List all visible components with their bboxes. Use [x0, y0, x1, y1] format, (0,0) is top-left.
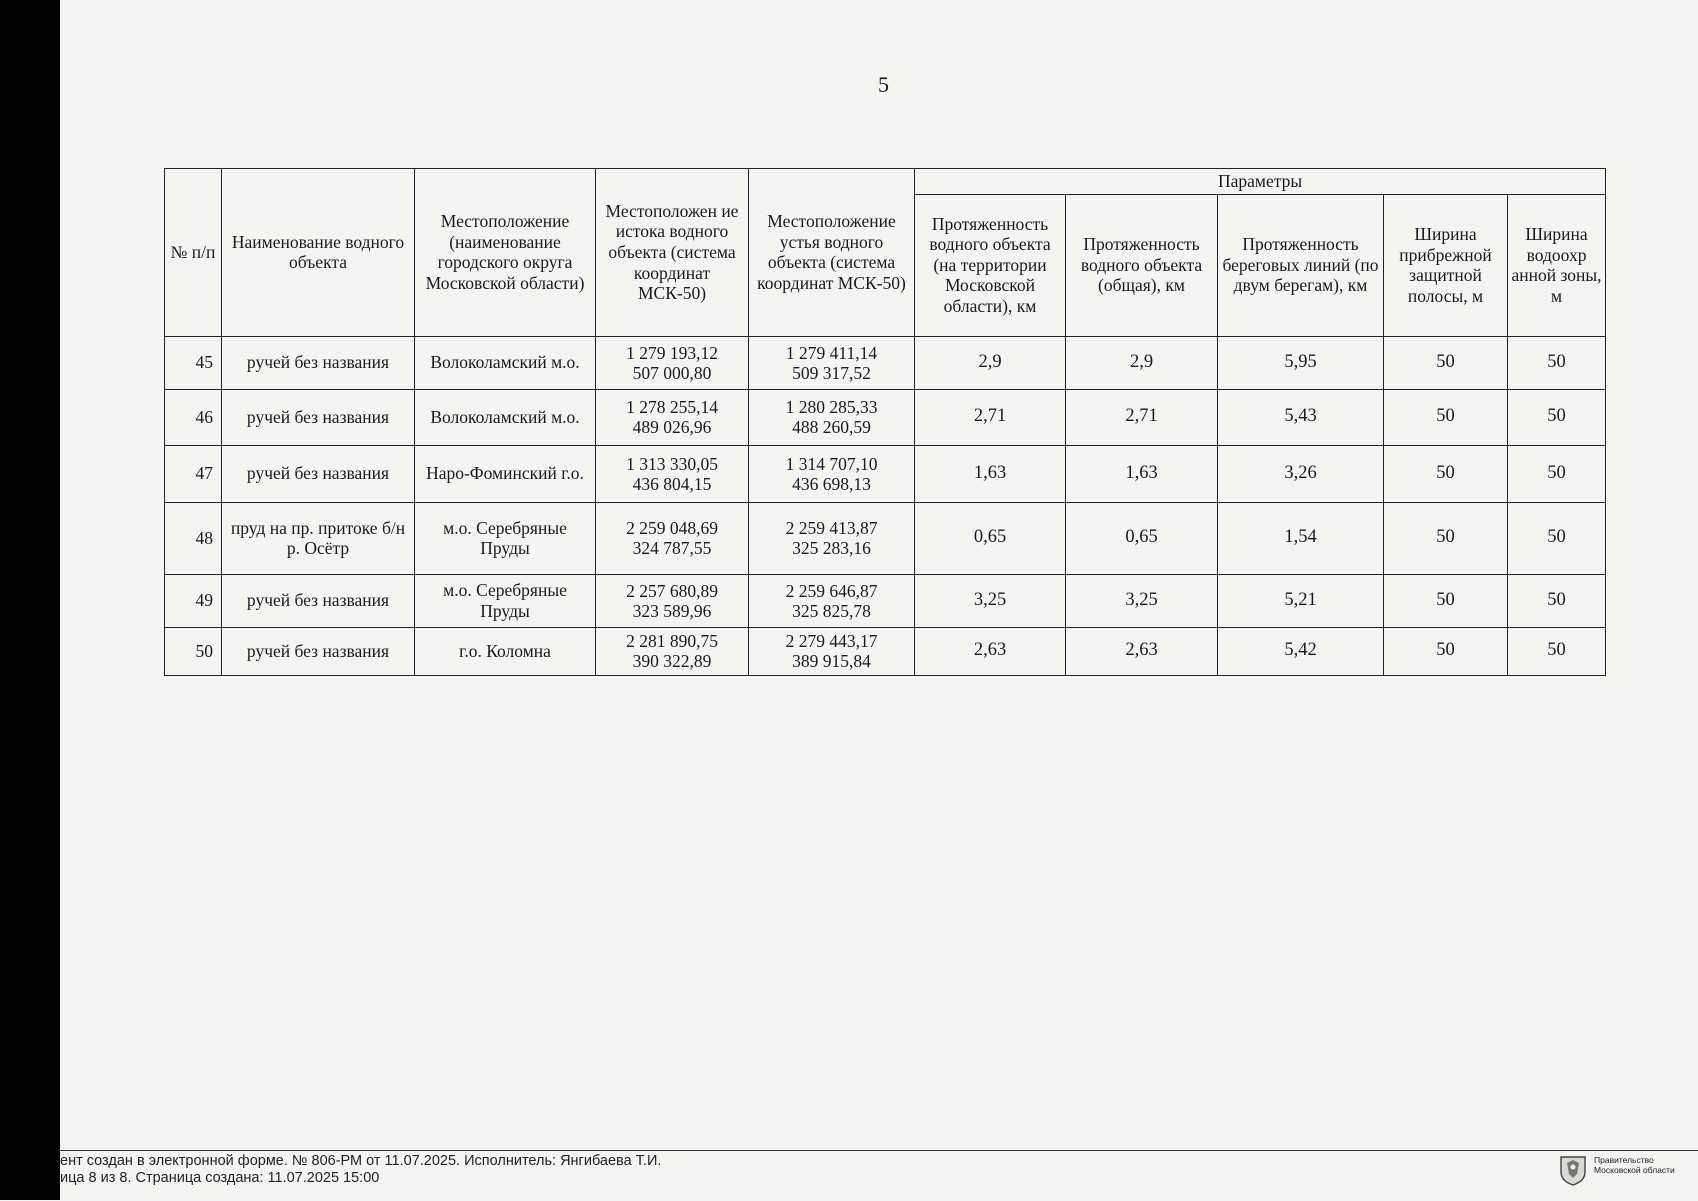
row-source: [596, 336, 749, 389]
table-row: [165, 389, 1606, 445]
source-y: 323 589,96: [632, 600, 712, 621]
row-shore: 5,42: [1218, 627, 1384, 675]
row-protection-width: 50: [1508, 389, 1606, 445]
header-source: Местоположен ие истока водного объекта (система координат МСК-50): [596, 169, 749, 337]
mouth-x: 1 280 285,33: [785, 397, 878, 418]
row-num: 45: [165, 336, 222, 389]
mouth-x: 1 314 707,10: [785, 453, 878, 474]
header-name: Наименование водного объекта: [222, 169, 415, 337]
row-length-mo: 3,25: [915, 574, 1066, 627]
row-source: [596, 445, 749, 502]
footer-page-info: ица 8 из 8. Страница создана: 11.07.2025 15:00: [60, 1170, 380, 1186]
row-coastal-width: 50: [1384, 627, 1508, 675]
header-protection-width: Ширина водоохр анной зоны, м: [1508, 194, 1606, 336]
row-protection-width: 50: [1508, 336, 1606, 389]
row-name: ручей без названия: [222, 627, 415, 675]
source-y: 507 000,80: [632, 362, 712, 383]
row-num: 47: [165, 445, 222, 502]
row-name: пруд на пр. притоке б/н р. Осётр: [222, 502, 415, 574]
government-name: [1594, 1156, 1675, 1176]
row-protection-width: 50: [1508, 445, 1606, 502]
row-coastal-width: 50: [1384, 389, 1508, 445]
row-num: 46: [165, 389, 222, 445]
row-num: 50: [165, 627, 222, 675]
row-length-total: 2,9: [1066, 336, 1218, 389]
source-x: 2 257 680,89: [626, 580, 718, 601]
row-protection-width: 50: [1508, 574, 1606, 627]
source-y: 324 787,55: [632, 538, 712, 559]
row-length-mo: 1,63: [915, 445, 1066, 502]
row-length-total: 3,25: [1066, 574, 1218, 627]
row-length-mo: 0,65: [915, 502, 1066, 574]
row-shore: 3,26: [1218, 445, 1384, 502]
header-length-mo: Протяженность водного объекта (на территории Московской области), км: [915, 194, 1066, 336]
row-length-total: 0,65: [1066, 502, 1218, 574]
government-name-line1: Правительство: [1594, 1155, 1654, 1165]
header-mouth: Местоположение устья водного объекта (система координат МСК-50): [749, 169, 915, 337]
mouth-y: 488 260,59: [792, 417, 871, 438]
row-source: [596, 627, 749, 675]
source-x: 2 259 048,69: [626, 518, 718, 539]
source-x: 2 281 890,75: [626, 631, 718, 652]
header-coastal-width: Ширина прибрежной защитной полосы, м: [1384, 194, 1508, 336]
row-coastal-width: 50: [1384, 574, 1508, 627]
mouth-y: 436 698,13: [792, 473, 871, 494]
row-source: [596, 574, 749, 627]
row-length-total: 2,71: [1066, 389, 1218, 445]
row-source: [596, 389, 749, 445]
source-y: 390 322,89: [632, 651, 712, 672]
row-mouth: [749, 627, 915, 675]
mouth-x: 2 259 646,87: [785, 580, 878, 601]
row-mouth: [749, 502, 915, 574]
row-mouth: [749, 574, 915, 627]
table-row: [165, 502, 1606, 574]
row-name: ручей без названия: [222, 336, 415, 389]
row-length-total: 2,63: [1066, 627, 1218, 675]
source-y: 489 026,96: [632, 417, 712, 438]
header-num: № п/п: [165, 169, 222, 337]
row-location: м.о. Серебряные Пруды: [415, 502, 596, 574]
row-protection-width: 50: [1508, 627, 1606, 675]
row-mouth: [749, 445, 915, 502]
water-objects-table: [164, 168, 1606, 676]
row-coastal-width: 50: [1384, 336, 1508, 389]
header-shore: Протяженность береговых линий (по двум берегам), км: [1218, 194, 1384, 336]
row-source: [596, 502, 749, 574]
row-name: ручей без названия: [222, 389, 415, 445]
source-x: 1 279 193,12: [626, 342, 718, 363]
mouth-x: 1 279 411,14: [785, 342, 878, 363]
row-length-mo: 2,71: [915, 389, 1066, 445]
row-num: 49: [165, 574, 222, 627]
row-location: г.о. Коломна: [415, 627, 596, 675]
row-location: Наро-Фоминский г.о.: [415, 445, 596, 502]
header-params: Параметры: [915, 169, 1606, 195]
row-length-mo: 2,63: [915, 627, 1066, 675]
row-mouth: [749, 389, 915, 445]
mouth-x: 2 259 413,87: [785, 518, 878, 539]
row-name: ручей без названия: [222, 574, 415, 627]
header-location: Местоположение (наименование городского округа Московской области): [415, 169, 596, 337]
row-num: 48: [165, 502, 222, 574]
row-shore: 5,95: [1218, 336, 1384, 389]
row-shore: 5,21: [1218, 574, 1384, 627]
coat-of-arms-icon: [1558, 1154, 1588, 1186]
row-coastal-width: 50: [1384, 445, 1508, 502]
source-x: 1 313 330,05: [626, 453, 718, 474]
table-row: [165, 574, 1606, 627]
row-coastal-width: 50: [1384, 502, 1508, 574]
footer-document-info: ент создан в электронной форме. № 806-РМ от 11.07.2025. Исполнитель: Янгибаева Т.И.: [60, 1153, 662, 1169]
mouth-y: 389 915,84: [792, 651, 871, 672]
source-y: 436 804,15: [632, 473, 712, 494]
row-shore: 5,43: [1218, 389, 1384, 445]
table-row: [165, 445, 1606, 502]
row-protection-width: 50: [1508, 502, 1606, 574]
row-mouth: [749, 336, 915, 389]
header-length-total: Протяженность водного объекта (общая), км: [1066, 194, 1218, 336]
row-location: м.о. Серебряные Пруды: [415, 574, 596, 627]
mouth-y: 509 317,52: [792, 362, 871, 383]
government-name-line2: Московской области: [1594, 1164, 1675, 1175]
table-row: [165, 336, 1606, 389]
row-location: Волоколамский м.о.: [415, 389, 596, 445]
mouth-x: 2 279 443,17: [785, 631, 878, 652]
scan-left-edge: [0, 0, 60, 1200]
mouth-y: 325 283,16: [792, 538, 871, 559]
document-footer: [60, 1150, 1698, 1201]
row-location: Волоколамский м.о.: [415, 336, 596, 389]
table-row: [165, 627, 1606, 675]
row-length-total: 1,63: [1066, 445, 1218, 502]
row-shore: 1,54: [1218, 502, 1384, 574]
source-x: 1 278 255,14: [626, 397, 718, 418]
row-name: ручей без названия: [222, 445, 415, 502]
row-length-mo: 2,9: [915, 336, 1066, 389]
page-number: 5: [878, 72, 889, 97]
mouth-y: 325 825,78: [792, 600, 871, 621]
